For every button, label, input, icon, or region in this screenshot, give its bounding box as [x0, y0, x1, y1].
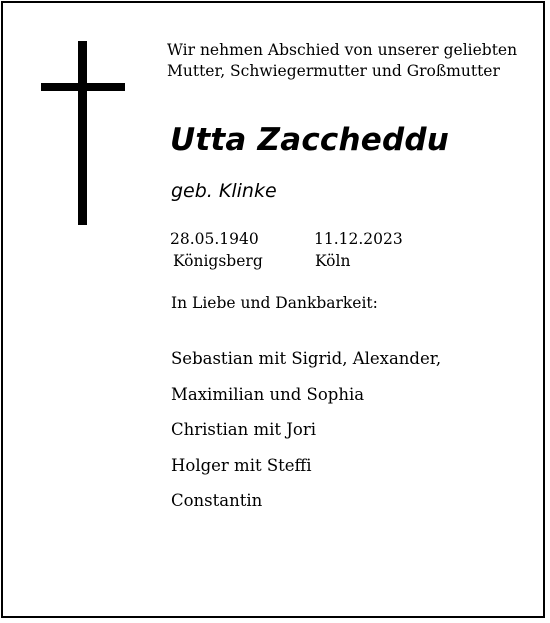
birth-place: Königsberg	[173, 252, 263, 270]
death-date: 11.12.2023	[314, 230, 403, 248]
maiden-name: geb. Klinke	[171, 180, 277, 202]
cross-horizontal-bar	[41, 83, 125, 91]
intro-line-2: Mutter, Schwiegermutter und Großmutter	[167, 62, 500, 80]
deceased-name: Utta Zaccheddu	[170, 122, 450, 158]
mourner-line: Sebastian mit Sigrid, Alexander,	[171, 349, 442, 368]
death-place: Köln	[315, 252, 351, 270]
mourner-line: Christian mit Jori	[171, 420, 317, 439]
thanks-line: In Liebe und Dankbarkeit:	[171, 294, 378, 312]
mourner-line: Maximilian und Sophia	[171, 384, 365, 404]
intro-line-1: Wir nehmen Abschied von unserer geliebten	[167, 41, 518, 59]
birth-date: 28.05.1940	[170, 230, 259, 248]
mourners-list	[171, 347, 441, 525]
cross-vertical-bar	[78, 41, 87, 225]
intro-text	[167, 40, 527, 82]
mourner-line: Holger mit Steffi	[171, 455, 312, 475]
mourner-line: Constantin	[171, 491, 263, 510]
